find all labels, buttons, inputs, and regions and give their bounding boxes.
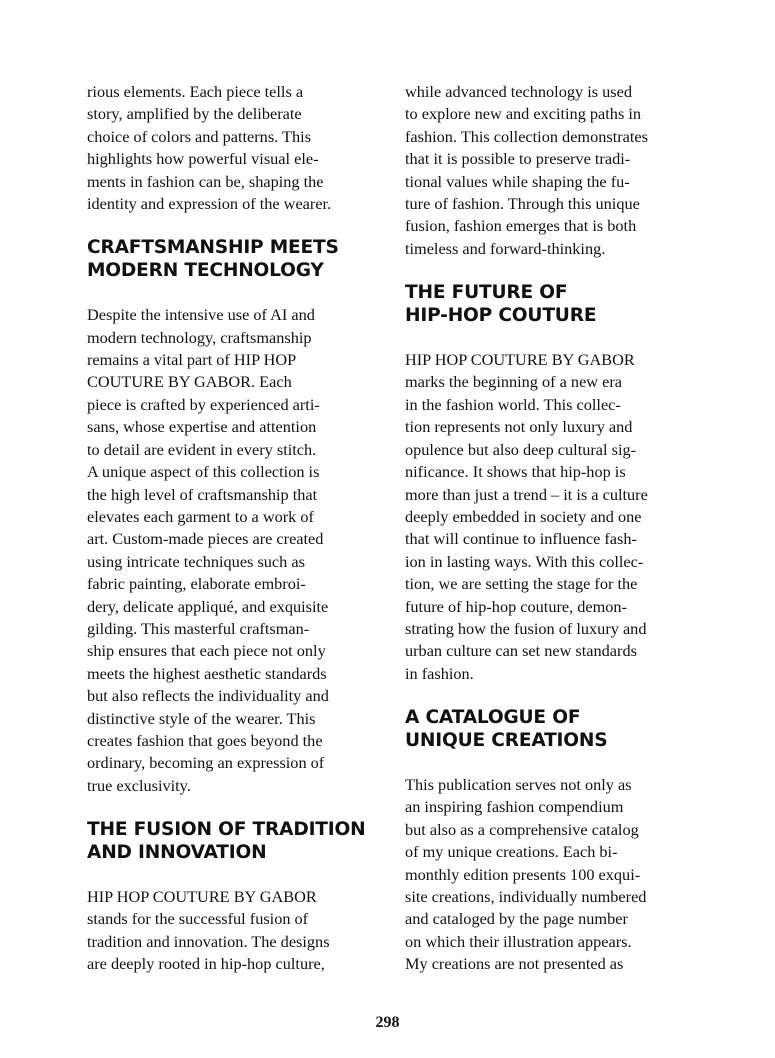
- line: meets the highest aesthetic standards: [87, 663, 327, 683]
- future-paragraph: [405, 349, 689, 685]
- line: ship ensures that each piece not only: [87, 641, 326, 661]
- heading-line: MODERN TECHNOLOGY: [87, 259, 324, 281]
- line: A unique aspect of this collection is: [87, 462, 320, 482]
- line: modern technology, craftsmanship: [87, 327, 312, 347]
- line: site creations, individually numbered: [405, 887, 647, 906]
- line: fashion. This collection demonstrates: [405, 126, 648, 146]
- line: story, amplified by the deliberate: [87, 104, 302, 124]
- fusion-paragraph: [87, 886, 371, 976]
- line: sans, whose expertise and attention: [87, 417, 317, 437]
- left-column: [87, 81, 371, 976]
- line: This publication serves not only as: [405, 774, 632, 794]
- line: tion, we are setting the stage for the: [405, 574, 638, 594]
- intro-paragraph: [87, 81, 371, 215]
- line: an inspiring fashion compendium: [405, 797, 624, 817]
- line: future of hip-hop couture, demon-: [405, 596, 627, 616]
- line: and cataloged by the page number: [405, 909, 628, 929]
- line: are deeply rooted in hip-hop culture,: [87, 954, 325, 974]
- craftsmanship-paragraph: [87, 304, 371, 797]
- line: gilding. This masterful craftsman-: [87, 618, 310, 638]
- line: in the fashion world. This collec-: [405, 394, 621, 414]
- heading-line: THE FUTURE OF: [405, 282, 568, 304]
- continuation-paragraph: [405, 81, 689, 260]
- line: nificance. It shows that hip-hop is: [405, 462, 626, 482]
- line: HIP HOP COUTURE BY GABOR: [405, 350, 635, 370]
- line: marks the beginning of a new era: [405, 372, 623, 392]
- line: identity and expression of the wearer.: [87, 194, 332, 214]
- line: monthly edition presents 100 exqui-: [405, 864, 641, 884]
- line: on which their illustration appears.: [405, 931, 632, 951]
- line: tional values while shaping the fu-: [405, 171, 630, 191]
- line: tradition and innovation. The designs: [87, 931, 330, 951]
- line: deeply embedded in society and one: [405, 506, 642, 526]
- fusion-heading: [87, 819, 371, 864]
- line: ture of fashion. Through this unique: [405, 194, 640, 214]
- heading-line: CRAFTSMANSHIP MEETS: [87, 237, 339, 259]
- right-column: [405, 81, 689, 976]
- line: piece is crafted by experienced arti-: [87, 394, 320, 414]
- line: creates fashion that goes beyond the: [87, 730, 323, 750]
- future-heading: [405, 282, 689, 327]
- heading-line: HIP-HOP COUTURE: [405, 304, 597, 326]
- line: opulence but also deep cultural sig-: [405, 439, 637, 459]
- line: distinctive style of the wearer. This: [87, 708, 316, 728]
- heading-line: UNIQUE CREATIONS: [405, 729, 608, 751]
- line: HIP HOP COUTURE BY GABOR: [87, 887, 317, 906]
- line: that it is possible to preserve tradi-: [405, 149, 631, 169]
- line: Despite the intensive use of AI and: [87, 305, 315, 325]
- heading-line: THE FUSION OF TRADITION: [87, 819, 366, 841]
- line: art. Custom-made pieces are created: [87, 529, 324, 549]
- line: while advanced technology is used: [405, 82, 632, 101]
- line: COUTURE BY GABOR. Each: [87, 372, 292, 392]
- line: timeless and forward-thinking.: [405, 238, 606, 258]
- line: My creations are not presented as: [405, 954, 624, 974]
- line: stands for the successful fusion of: [87, 909, 309, 929]
- line: tion represents not only luxury and: [405, 417, 633, 437]
- line: ion in lasting ways. With this collec-: [405, 551, 644, 571]
- line: elevates each garment to a work of: [87, 506, 314, 526]
- line: fusion, fashion emerges that is both: [405, 216, 637, 236]
- line: strating how the fusion of luxury and: [405, 618, 647, 638]
- line: urban culture can set new standards: [405, 641, 637, 661]
- line: fabric painting, elaborate embroi-: [87, 574, 306, 594]
- line: the high level of craftsmanship that: [87, 484, 318, 504]
- craftsmanship-heading: [87, 237, 371, 282]
- line: highlights how powerful visual ele-: [87, 149, 319, 169]
- line: to explore new and exciting paths in: [405, 104, 642, 124]
- line: remains a vital part of HIP HOP: [87, 350, 297, 370]
- line: true exclusivity.: [87, 775, 191, 795]
- line: but also as a comprehensive catalog: [405, 819, 639, 839]
- line: rious elements. Each piece tells a: [87, 82, 304, 101]
- line: ordinary, becoming an expression of: [87, 753, 325, 773]
- page-number: 298: [375, 1014, 400, 1031]
- heading-line: A CATALOGUE OF: [405, 707, 581, 729]
- line: that will continue to influence fash-: [405, 529, 637, 549]
- line: but also reflects the individuality and: [87, 686, 329, 706]
- line: more than just a trend – it is a culture: [405, 484, 648, 504]
- line: of my unique creations. Each bi-: [405, 842, 618, 862]
- line: dery, delicate appliqué, and exquisite: [87, 596, 329, 616]
- line: using intricate techniques such as: [87, 551, 305, 571]
- line: ments in fashion can be, shaping the: [87, 171, 324, 191]
- line: to detail are evident in every stitch.: [87, 439, 317, 459]
- catalogue-paragraph: [405, 774, 689, 976]
- line: choice of colors and patterns. This: [87, 126, 311, 146]
- heading-line: AND INNOVATION: [87, 841, 267, 863]
- catalogue-heading: [405, 707, 689, 752]
- line: in fashion.: [405, 663, 474, 683]
